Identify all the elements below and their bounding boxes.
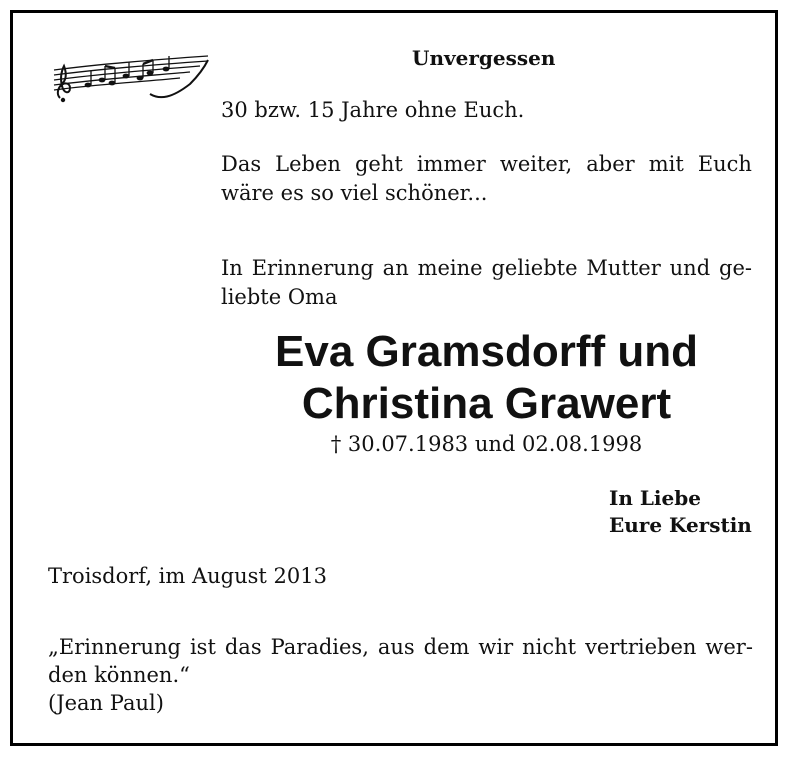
quote-line bbox=[48, 633, 753, 661]
word: mit bbox=[648, 152, 684, 176]
word: nicht bbox=[522, 635, 577, 659]
word: aber bbox=[586, 152, 635, 176]
word: Paradies, bbox=[270, 635, 369, 659]
word: an bbox=[382, 256, 409, 280]
word: Das bbox=[221, 152, 262, 176]
paragraph-line bbox=[221, 254, 752, 283]
quote-line: den können.“ bbox=[48, 663, 190, 687]
years-without-you-line: 30 bzw. 15 Jahre ohne Euch. bbox=[221, 98, 525, 122]
life-goes-on-paragraph bbox=[221, 150, 752, 208]
word: geht bbox=[354, 152, 403, 176]
word: ist bbox=[189, 635, 216, 659]
word: das bbox=[224, 635, 262, 659]
signature-line-2: Eure Kerstin bbox=[609, 513, 752, 537]
word: Euch bbox=[697, 152, 752, 176]
word: In bbox=[221, 256, 243, 280]
quote bbox=[48, 633, 753, 717]
word: und bbox=[669, 256, 711, 280]
word: immer bbox=[416, 152, 486, 176]
word: meine bbox=[417, 256, 483, 280]
music-staff-notes-icon bbox=[40, 54, 212, 106]
word: aus bbox=[377, 635, 415, 659]
heading-unvergessen: Unvergessen bbox=[412, 46, 556, 70]
paragraph-line: wäre es so viel schöner... bbox=[221, 181, 488, 205]
word: ge- bbox=[719, 256, 752, 280]
word: „Erinnerung bbox=[48, 635, 181, 659]
word: weiter, bbox=[499, 152, 573, 176]
signature bbox=[609, 485, 752, 539]
paragraph-line bbox=[221, 150, 752, 179]
name-line-1: Eva Gramsdorff und bbox=[275, 327, 698, 376]
word: wir bbox=[478, 635, 514, 659]
paragraph-line: liebte Oma bbox=[221, 285, 338, 309]
name-line-2: Christina Grawert bbox=[301, 379, 672, 428]
word: wer- bbox=[705, 635, 753, 659]
place-and-date: Troisdorf, im August 2013 bbox=[48, 564, 327, 588]
word: Mutter bbox=[586, 256, 661, 280]
word: Erinnerung bbox=[251, 256, 374, 280]
word: geliebte bbox=[491, 256, 578, 280]
deceased-names bbox=[221, 326, 752, 430]
quote-author: (Jean Paul) bbox=[48, 691, 164, 715]
in-memory-paragraph bbox=[221, 254, 752, 312]
word: Leben bbox=[275, 152, 341, 176]
death-dates: † 30.07.1983 und 02.08.1998 bbox=[330, 432, 643, 456]
signature-line-1: In Liebe bbox=[609, 486, 701, 510]
word: dem bbox=[423, 635, 470, 659]
word: vertrieben bbox=[585, 635, 697, 659]
